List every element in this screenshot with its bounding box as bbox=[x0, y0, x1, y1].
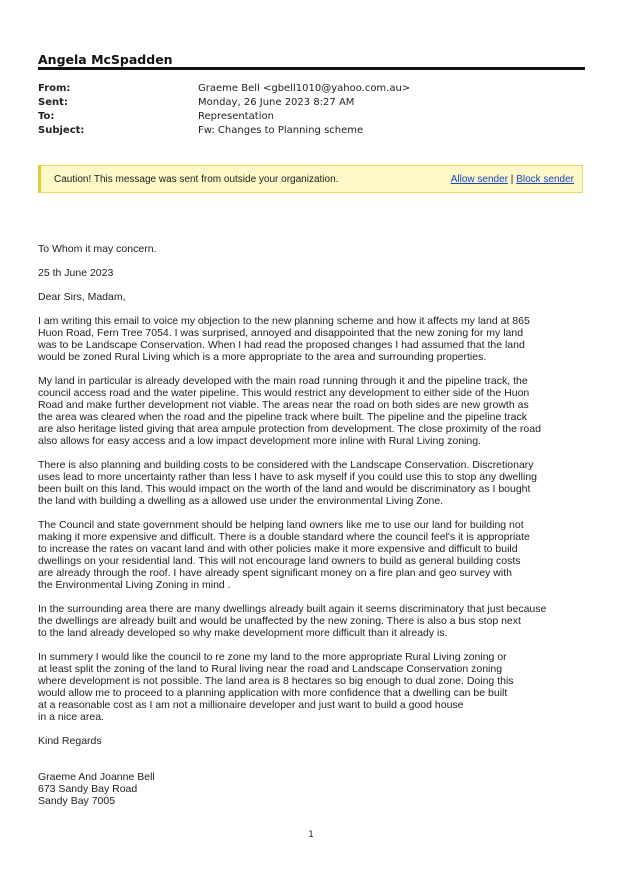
paragraph-surrounding-area bbox=[38, 603, 558, 639]
body-line: making it more expensive and difficult. There is a double standard where the council feel's it is appropriate bbox=[38, 531, 530, 543]
body-line: been built on this land. This would impact on the worth of the land and would be discriminatory as I bought bbox=[38, 483, 531, 495]
body-line: the dwellings are already built and would be unaffected by the new zoning. There is also a bus stop next bbox=[38, 615, 521, 627]
paragraph-objection bbox=[38, 315, 558, 363]
body-line: dwellings on your residential land. This will not encourage land owners to build as general building costs bbox=[38, 555, 521, 567]
action-separator: | bbox=[510, 174, 514, 185]
body-line: uses lead to more uncertainty rather than less I have to ask myself if you could use this to stop any dwelling bbox=[38, 471, 538, 483]
body-line: would be zoned Rural Living which is a more appropriate to the area and surrounding properties. bbox=[38, 351, 487, 363]
body-line: My land in particular is already developed with the main road running through it and the pipeline track, the bbox=[38, 375, 528, 387]
body-line: are already through the roof. I have already spent significant money on a fire plan and geo survey with bbox=[38, 567, 512, 579]
body-line: was to be Landscape Conservation. When I had read the proposed changes I had assumed that the land bbox=[38, 339, 525, 351]
to-row bbox=[38, 110, 588, 124]
closing: Kind Regards bbox=[38, 735, 102, 747]
body-line: I am writing this email to voice my objection to the new planning scheme and how it affects my land at 865 bbox=[38, 315, 530, 327]
from-label: From: bbox=[38, 83, 71, 94]
body-line: the Environmental Living Zoning in mind . bbox=[38, 579, 231, 591]
paragraph-costs bbox=[38, 459, 558, 507]
signature-suburb: Sandy Bay 7005 bbox=[38, 795, 116, 807]
body-line: to increase the rates on vacant land and with other policies make it more expensive and difficult to build bbox=[38, 543, 518, 555]
greeting: To Whom it may concern. bbox=[38, 243, 157, 255]
block-sender-link[interactable]: Block sender bbox=[516, 174, 574, 185]
paragraph-council bbox=[38, 519, 558, 591]
body-line: the land with building a dwelling as a allowed use under the environmental Living Zone. bbox=[38, 495, 444, 507]
body-line: The Council and state government should be helping land owners like me to use our land for building not bbox=[38, 519, 524, 531]
body-line: at least split the zoning of the land to Rural living near the road and Landscape Conservation zoning bbox=[38, 663, 503, 675]
body-line: Huon Road, Fern Tree 7054. I was surprised, annoyed and disappointed that the new zoning for my land bbox=[38, 327, 524, 339]
sent-value: Monday, 26 June 2023 8:27 AM bbox=[198, 97, 355, 108]
paragraph-summary bbox=[38, 651, 558, 723]
email-headers bbox=[38, 82, 588, 138]
from-value: Graeme Bell <gbell1010@yahoo.com.au> bbox=[198, 83, 411, 94]
signature-block bbox=[38, 771, 558, 807]
allow-sender-link[interactable]: Allow sender bbox=[450, 174, 509, 185]
page-number: 1 bbox=[308, 830, 314, 840]
from-row bbox=[38, 82, 588, 96]
external-sender-warning bbox=[38, 165, 583, 193]
body-line: are also heritage listed giving that area ampule protection from development. The close proximity of the road bbox=[38, 423, 541, 435]
salutation: Dear Sirs, Madam, bbox=[38, 291, 126, 303]
body-line: in a nice area. bbox=[38, 711, 104, 723]
body-line: also allows for easy access and a low impact development more inline with Rural Living zoning. bbox=[38, 435, 481, 447]
body-line: Road and make further development not viable. The areas near the road on both sides are new growth as bbox=[38, 399, 529, 411]
paragraph-land-development bbox=[38, 375, 558, 447]
body-line: council access road and the water pipeline. This would restrict any development to either side of the Huon bbox=[38, 387, 530, 399]
body-line: In summery I would like the council to re zone my land to the more appropriate Rural Living zoning or bbox=[38, 651, 507, 663]
sender-actions bbox=[451, 174, 574, 185]
subject-row bbox=[38, 124, 588, 138]
header-divider bbox=[38, 67, 585, 70]
signature-names: Graeme And Joanne Bell bbox=[38, 771, 155, 783]
subject-label: Subject: bbox=[38, 125, 85, 136]
body-line: at a reasonable cost as I am not a millionaire developer and just want to build a good house bbox=[38, 699, 464, 711]
body-line: In the surrounding area there are many dwellings already built again it seems discriminatory that just because bbox=[38, 603, 547, 615]
to-label: To: bbox=[38, 111, 55, 122]
letter-date: 25 th June 2023 bbox=[38, 267, 114, 279]
sent-row bbox=[38, 96, 588, 110]
sender-display-name: Angela McSpadden bbox=[38, 52, 173, 67]
to-value: Representation bbox=[198, 111, 274, 122]
signature-street: 673 Sandy Bay Road bbox=[38, 783, 138, 795]
body-line: There is also planning and building costs to be considered with the Landscape Conservation. Discretionary bbox=[38, 459, 534, 471]
body-line: the area was cleared when the road and the pipeline track where built. The pipeline and the pipeline track bbox=[38, 411, 527, 423]
body-line: where development is not possible. The land area is 8 hectares so big enough to dual zone. Doing this bbox=[38, 675, 514, 687]
warning-message: Caution! This message was sent from outside your organization. bbox=[54, 174, 339, 185]
email-body bbox=[38, 243, 558, 819]
subject-value: Fw: Changes to Planning scheme bbox=[198, 125, 364, 136]
body-line: would allow me to proceed to a planning application with more confidence that a dwelling can be built bbox=[38, 687, 508, 699]
sent-label: Sent: bbox=[38, 97, 68, 108]
body-line: to the land already developed so why make development more difficult than it already is. bbox=[38, 627, 448, 639]
